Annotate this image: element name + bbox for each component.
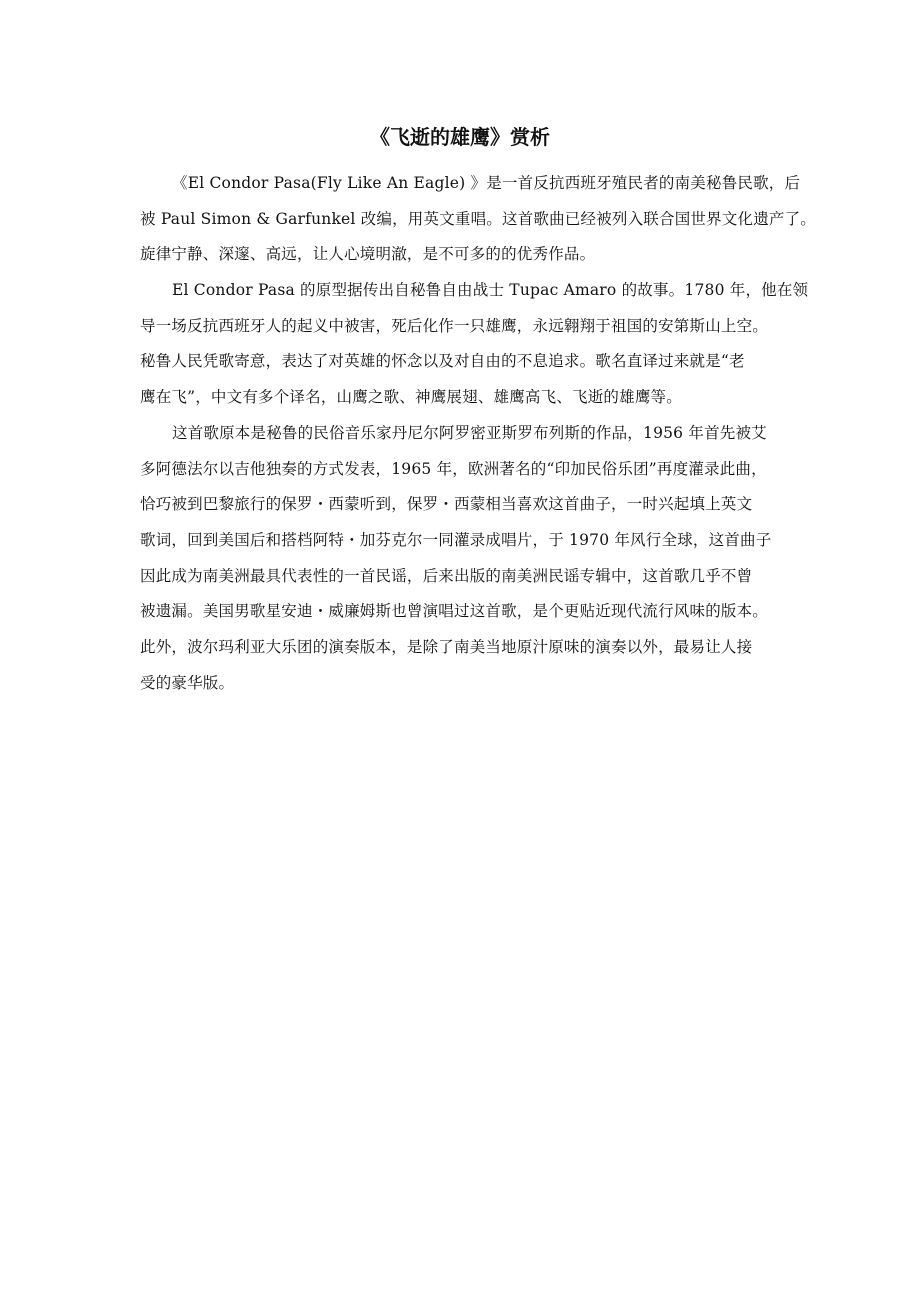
text-line: 因此成为南美洲最具代表性的一首民谣，后来出版的南美洲民谣专辑中，这首歌几乎不曾: [140, 566, 753, 585]
paragraph-1: [140, 166, 816, 273]
text-line: 此外，波尔玛利亚大乐团的演奏版本，是除了南美当地原汁原味的演奏以外，最易让人接: [140, 637, 753, 656]
text-line: El Condor Pasa 的原型据传出自秘鲁自由战士 Tupac Amaro 的故事。1780 年，他在领: [172, 281, 809, 300]
text-line: 《El Condor Pasa(Fly Like An Eagle) 》是一首反抗西班牙殖民者的南美秘鲁民歌，后: [172, 174, 801, 192]
document-title: 《飞逝的雄鹰》赏析: [370, 125, 550, 149]
text-line: 导一场反抗西班牙人的起义中被害，死后化作一只雄鹰，永远翱翔于祖国的安第斯山上空。: [140, 316, 769, 335]
paragraph-2: [140, 273, 809, 416]
text-line: 多阿德法尔以吉他独奏的方式发表，1965 年，欧洲著名的“印加民俗乐团”再度灌录此曲，: [140, 459, 767, 478]
document-body: [140, 166, 816, 701]
text-line: 这首歌原本是秘鲁的民俗音乐家丹尼尔阿罗密亚斯罗布列斯的作品，1956 年首先被艾: [172, 423, 767, 442]
text-line: 被遗漏。美国男歌星安迪・威廉姆斯也曾演唱过这首歌，是个更贴近现代流行风味的版本。: [140, 602, 769, 621]
text-line: 受的豪华版。: [140, 673, 235, 692]
text-line: 恰巧被到巴黎旅行的保罗・西蒙听到，保罗・西蒙相当喜欢这首曲子，一时兴起填上英文: [140, 495, 753, 514]
text-line: 旋律宁静、深邃、高远，让人心境明澈，是不可多的的优秀作品。: [140, 245, 596, 264]
text-line: 歌词，回到美国后和搭档阿特・加芬克尔一同灌录成唱片，于 1970 年风行全球，这首曲子: [140, 530, 772, 549]
text-line: 鹰在飞”，中文有多个译名，山鹰之歌、神鹰展翅、雄鹰高飞、飞逝的雄鹰等。: [140, 388, 682, 407]
text-line: 被 Paul Simon & Garfunkel 改编，用英文重唱。这首歌曲已经被列入联合国世界文化遗产了。: [140, 209, 816, 228]
text-line: 秘鲁人民凭歌寄意，表达了对英雄的怀念以及对自由的不息追求。歌名直译过来就是“老: [140, 352, 745, 371]
paragraph-3: [140, 416, 800, 702]
